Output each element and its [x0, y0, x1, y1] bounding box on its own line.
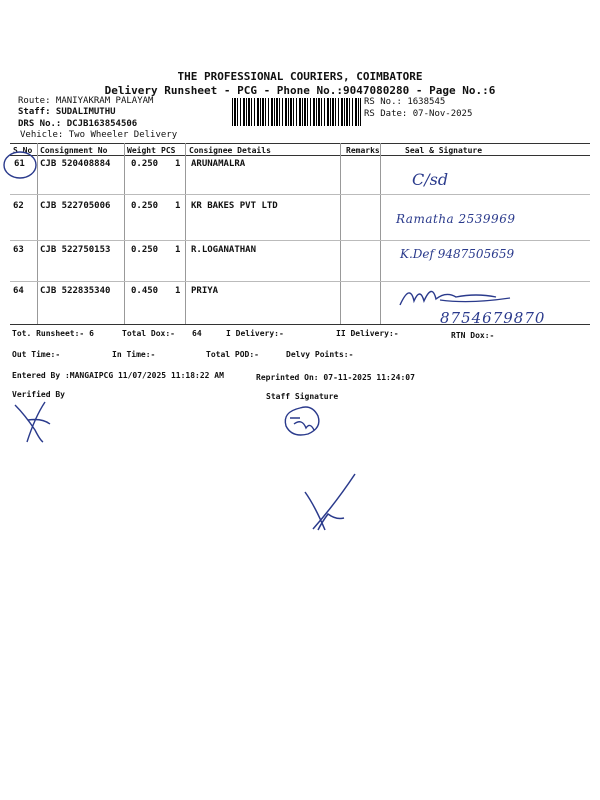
row-signature: Ramatha 2539969 [396, 212, 516, 226]
row-weight: 0.250 [131, 201, 159, 211]
row-signature: K.Def 9487505659 [400, 247, 515, 261]
row-signature: C/sd [412, 170, 449, 189]
tot-runsheet: Tot. Runsheet:- 6 [12, 329, 94, 338]
row-pcs: 1 [175, 286, 181, 296]
total-dox-label: Total Dox:- [122, 329, 175, 338]
row-pcs: 1 [175, 201, 181, 211]
in-time: In Time:- [112, 350, 156, 359]
row-consignment: CJB 522705006 [40, 201, 111, 211]
row-weight: 0.450 [131, 286, 159, 296]
delvy-points: Delvy Points:- [286, 350, 354, 359]
signature-underline-64 [440, 298, 510, 302]
vehicle-label: Vehicle: Two Wheeler Delivery [20, 130, 178, 140]
ii-delivery: II Delivery:- [336, 329, 399, 338]
rs-date: RS Date: 07-Nov-2025 [364, 109, 473, 119]
verified-by: Verified By [12, 390, 65, 399]
entered-by: Entered By :MANGAIPCG 11/07/2025 11:18:22 AM [12, 371, 224, 380]
i-delivery: I Delivery:- [226, 329, 284, 338]
row-signature: 8754679870 [440, 309, 546, 327]
row-weight: 0.250 [131, 245, 159, 255]
signature-scribble-64 [400, 291, 496, 305]
col-weight: Weight [127, 146, 156, 155]
company-title: THE PROFESSIONAL COURIERS, COIMBATORE [177, 70, 423, 83]
rs-number: RS No.: 1638545 [364, 97, 446, 107]
reprinted-on: Reprinted On: 07-11-2025 11:24:07 [256, 373, 415, 382]
total-dox-value: 64 [192, 329, 202, 338]
drs-number: DRS No.: DCJB163854506 [18, 119, 138, 129]
runsheet-title: Delivery Runsheet - PCG - Phone No.:9047080280 - Page No.:6 [104, 84, 496, 97]
sno-circle-mark [4, 152, 36, 178]
verified-signature [15, 402, 50, 442]
staff-signature: Staff Signature [266, 392, 339, 401]
row-pcs: 1 [175, 245, 181, 255]
col-remarks: Remarks [346, 146, 380, 155]
col-pcs: PCS [161, 146, 176, 155]
row-sno: 63 [13, 245, 24, 255]
row-consignment: CJB 522750153 [40, 245, 111, 255]
col-sno: S No [13, 146, 33, 155]
out-time: Out Time:- [12, 350, 61, 359]
total-pod: Total POD:- [206, 350, 259, 359]
row-consignee: PRIYA [191, 286, 219, 296]
row-sno: 61 [14, 159, 25, 169]
row-pcs: 1 [175, 159, 181, 169]
row-consignee: KR BAKES PVT LTD [191, 201, 278, 211]
row-sno: 62 [13, 201, 24, 211]
staff-label: Staff: SUDALIMUTHU [18, 107, 116, 117]
row-sno: 64 [13, 286, 24, 296]
rtn-dox: RTN Dox:- [451, 331, 495, 340]
row-weight: 0.250 [131, 159, 159, 169]
col-consignee: Consignee Details [189, 146, 271, 155]
col-consignment: Consignment No [40, 146, 108, 155]
row-consignee: R.LOGANATHAN [191, 245, 257, 255]
row-consignee: ARUNAMALRA [191, 159, 246, 169]
route-label: Route: MANIYAKRAM PALAYAM [18, 96, 154, 106]
central-ink-mark [305, 474, 355, 530]
row-consignment: CJB 520408884 [40, 159, 111, 169]
col-signature: Seal & Signature [405, 146, 483, 155]
staff-signature-mark [285, 407, 319, 435]
row-consignment: CJB 522835340 [40, 286, 111, 296]
